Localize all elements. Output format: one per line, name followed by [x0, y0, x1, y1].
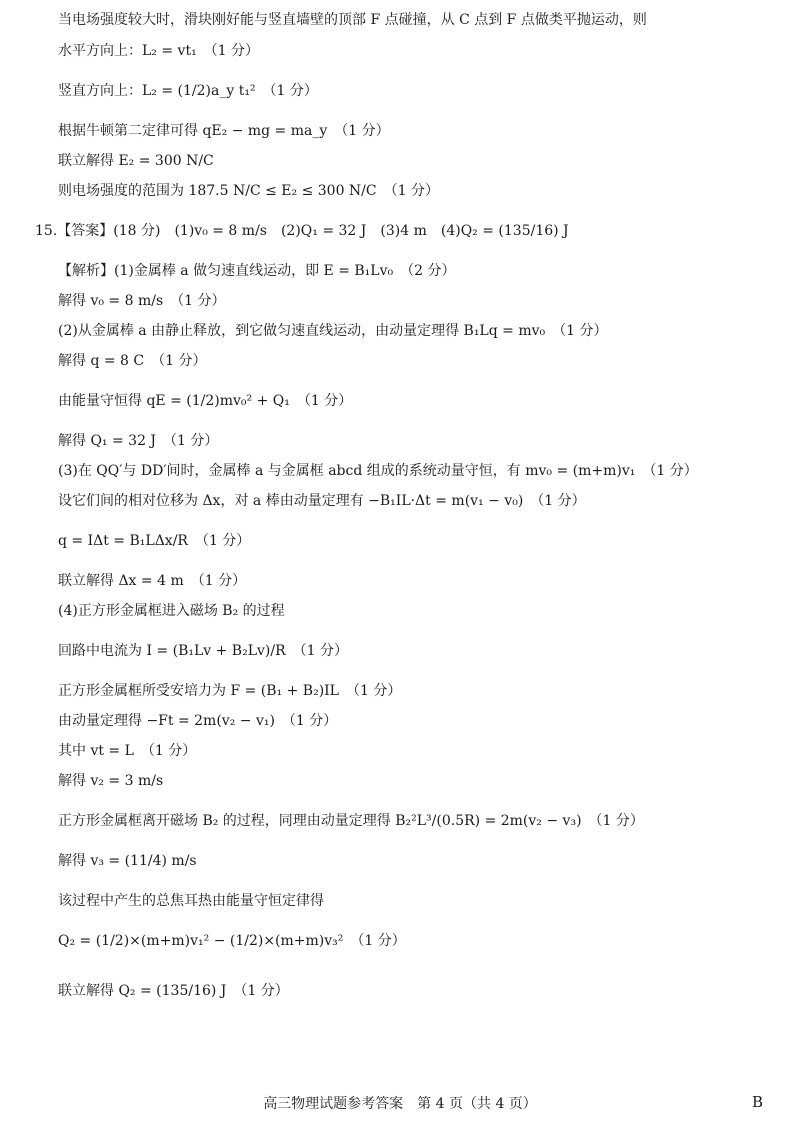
line-19: 回路中电流为 I = (B₁Lv + B₂Lv)/R （1 分） [58, 643, 348, 659]
line-28: 联立解得 Q₂ = (135/16) J （1 分） [58, 983, 289, 999]
line-11: 解得 q = 8 C （1 分） [58, 353, 207, 369]
line-22: 其中 vt = L （1 分） [58, 743, 197, 759]
line-23: 解得 v₂ = 3 m/s [58, 773, 164, 789]
line-6: 则电场强度的范围为 187.5 N/C ≤ E₂ ≤ 300 N/C （1 分） [58, 183, 439, 199]
line-1: 当电场强度较大时，滑块刚好能与竖直墙壁的顶部 F 点碰撞，从 C 点到 F 点做类平抛运动，则 [58, 12, 647, 28]
line-18: (4)正方形金属框进入磁场 B₂ 的过程 [58, 603, 285, 619]
line-4: 根据牛顿第二定律可得 qE₂ − mg = ma_y （1 分） [58, 123, 390, 139]
line-12: 由能量守恒得 qE = (1/2)mv₀² + Q₁ （1 分） [58, 393, 353, 409]
line-15: 设它们间的相对位移为 Δx，对 a 棒由动量定理有 −B₁IL·Δt = m(v₁ − v₀) （1 分） [58, 493, 586, 509]
line-5: 联立解得 E₂ = 300 N/C [58, 153, 214, 169]
line-10: (2)从金属棒 a 由静止释放，到它做匀速直线运动，由动量定理得 B₁Lq = mv₀ （1 分） [58, 323, 608, 339]
line-13: 解得 Q₁ = 32 J （1 分） [58, 433, 219, 449]
line-16: q = IΔt = B₁LΔx/R （1 分） [58, 533, 251, 549]
line-2: 水平方向上：L₂ = vt₁ （1 分） [58, 43, 260, 59]
version-letter: B [752, 1093, 764, 1111]
line-14: (3)在 QQ′与 DD′间时，金属棒 a 与金属框 abcd 组成的系统动量守恒，有 mv₀ = (m+m)v₁ （1 分） [58, 463, 698, 479]
line-20: 正方形金属框所受安培力为 F = (B₁ + B₂)IL （1 分） [58, 683, 402, 699]
line-17: 联立解得 Δx = 4 m （1 分） [58, 573, 247, 589]
line-9: 解得 v₀ = 8 m/s （1 分） [58, 293, 226, 309]
line-analysis-1: 【解析】(1)金属棒 a 做匀速直线运动，即 E = B₁Lv₀ （2 分） [58, 263, 456, 279]
page-footer: 高三物理试题参考答案 第 4 页（共 4 页） [263, 1096, 537, 1112]
line-26: 该过程中产生的总焦耳热由能量守恒定律得 [58, 893, 324, 909]
line-24: 正方形金属框离开磁场 B₂ 的过程，同理由动量定理得 B₂²L³/(0.5R) = 2m(v₂ − v₃) （1 分） [58, 813, 644, 829]
line-21: 由动量定理得 −Ft = 2m(v₂ − v₁) （1 分） [58, 713, 338, 729]
line-answer-summary: 15.【答案】(18 分) (1)v₀ = 8 m/s (2)Q₁ = 32 J (3)4 m (4)Q₂ = (135/16) J [35, 223, 569, 239]
line-3: 竖直方向上：L₂ = (1/2)a_y t₁² （1 分） [58, 83, 318, 99]
line-25: 解得 v₃ = (11/4) m/s [58, 853, 197, 869]
line-27: Q₂ = (1/2)×(m+m)v₁² − (1/2)×(m+m)v₃² （1 分） [58, 933, 406, 949]
